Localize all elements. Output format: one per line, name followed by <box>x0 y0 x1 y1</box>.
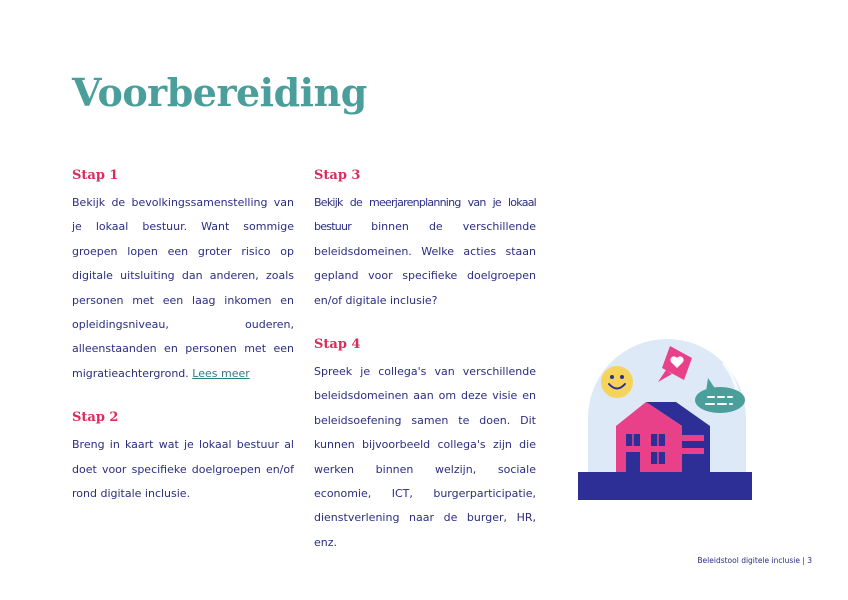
page-footer: Beleidstool digitele inclusie | 3 <box>697 556 812 565</box>
step-4-text: Spreek je collega's van verschillende beleidsdomeinen aan om deze visie en beleidsoefening samen te doen. Dit kunnen bijvoorbeeld collega's zijn die werken binnen welzijn, sociale economie, ICT, burgerparticipatie, dienstverlening naar de burger, HR, enz. <box>314 365 536 549</box>
dome-base <box>578 472 752 500</box>
read-more-link[interactable]: Lees meer <box>192 366 250 380</box>
step-2 <box>72 408 294 506</box>
step-4-title: Stap 4 <box>314 337 361 353</box>
step-3 <box>314 166 536 313</box>
step-3-first-line: Bekijk de meerjarenplanning van je lokaal bestuur <box>314 196 536 234</box>
step-1 <box>72 166 294 386</box>
step-2-text: Breng in kaart wat je lokaal bestuur al doet voor specifieke doelgroepen en/of rond digitale inclusie. <box>72 438 294 501</box>
step-2-title: Stap 2 <box>72 410 119 426</box>
step-1-text <box>72 191 294 386</box>
column-middle <box>314 166 536 555</box>
column-left <box>72 166 294 506</box>
step-1-title: Stap 1 <box>72 168 119 183</box>
step-3-title: Stap 3 <box>314 168 361 183</box>
step-3-text <box>314 191 536 313</box>
step-4 <box>314 335 536 555</box>
step-3-body: binnen de verschillende beleidsdomeinen. Welke acties staan gepland voor specifieke doelgroepen en/of digitale inclusie? <box>314 220 536 307</box>
step-1-body: Bekijk de bevolkingssamenstelling van je lokaal bestuur. Want sommige groepen lopen een groter risico op digitale uitsluiting dan anderen, zoals personen met een laag inkomen en opleidingsniveau, ouderen, alleenstaanden en personen met een migratieachtergrond. <box>72 196 294 380</box>
house-dome-illustration <box>574 322 760 506</box>
smiley-icon <box>601 366 633 398</box>
page-title: Voorbereiding <box>72 70 367 115</box>
